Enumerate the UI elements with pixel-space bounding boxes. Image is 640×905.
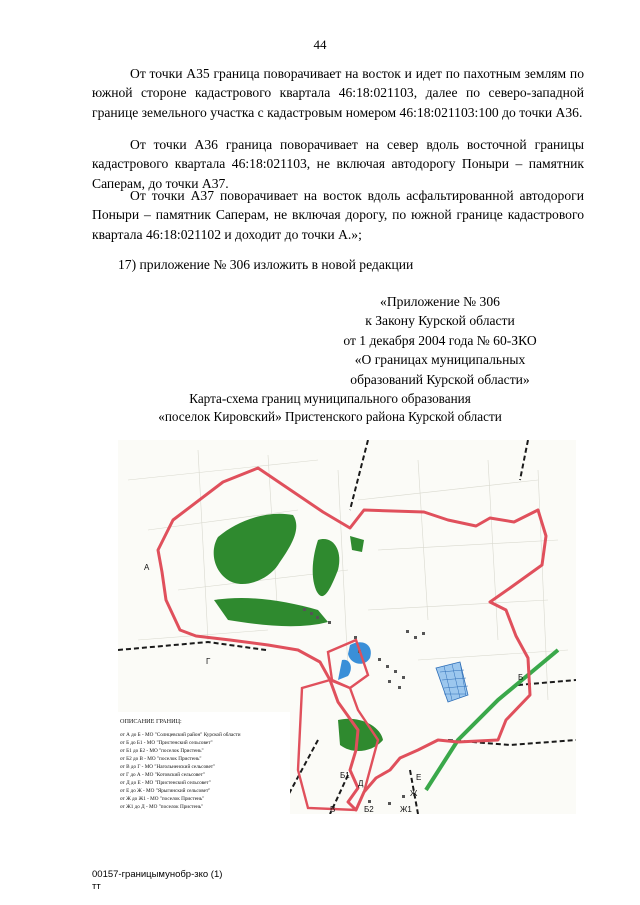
legend-item: от Ж до Ж1 - МО "поселок Пристень" (120, 796, 205, 802)
point-label-b2: Б2 (364, 805, 374, 814)
legend-item: от Б1 до Б2 - МО "поселок Пристень" (120, 748, 204, 754)
appendix-line-1: «Приложение № 306 (380, 294, 500, 309)
point-label-zh: Ж (410, 789, 418, 798)
appendix-heading (310, 292, 570, 389)
map-title (100, 390, 560, 426)
legend-item: от Б до Б1 - МО "Пристенский сельсовет" (120, 740, 213, 746)
legend-item: от Г до А - МО "Котовский сельсовет" (120, 772, 205, 778)
footer-initials: тт (92, 881, 101, 892)
legend-item: от Б2 до В - МО "поселок Пристень" (120, 756, 202, 762)
paragraph-a36: От точки А36 граница поворачивает на север вдоль восточной границы кадастрового квартала 46:18:021103, не включая автодорогу Поныри – памятник Саперам, до точки А37. (92, 137, 584, 191)
point-label-a: А (144, 563, 150, 572)
legend-item: от А до Б - МО "Солнцевский район" Курской области (120, 732, 241, 738)
legend-item: от Д до Е - МО "Пристенский сельсовет" (120, 780, 211, 786)
paragraph-appendix-instruction: 17) приложение № 306 изложить в новой редакции (118, 257, 414, 272)
boundary-map-svg (118, 440, 576, 814)
point-label-zh1: Ж1 (400, 805, 412, 814)
point-label-e: Е (416, 773, 422, 782)
point-label-b: Б (518, 673, 524, 682)
map-title-line-1: Карта-схема границ муниципального образования (189, 391, 471, 406)
appendix-line-5: образований Курской области» (350, 371, 530, 387)
map-legend (118, 712, 290, 814)
page-number: 44 (313, 37, 327, 52)
point-label-g: Г (206, 657, 211, 666)
legend-item: от Е до Ж - МО "Ярыгинский сельсовет" (120, 788, 211, 794)
point-label-b1: Б1 (340, 771, 350, 780)
paragraph-a37: От точки А37 поворачивает на восток вдоль асфальтированной автодороги Поныри – памятник Саперам, не включая дорогу, по южной границе кадастрового квартала 46:18:021102 и доходит до точки А.»; (92, 188, 584, 242)
appendix-line-3: от 1 декабря 2004 года № 60-ЗКО (343, 332, 537, 348)
document-footer (92, 869, 222, 893)
legend-item: от В до Г - МО "Нагольненский сельсовет" (120, 764, 216, 770)
point-label-d: Д (358, 779, 364, 788)
appendix-line-4: «О границах муниципальных (354, 352, 526, 368)
map-title-line-2: «поселок Кировский» Пристенского района Курской области (158, 409, 502, 424)
point-label-v: В (330, 805, 336, 814)
footer-file-name: 00157-границымунобр-зко (1) (92, 869, 223, 880)
legend-item: от Ж1 до Д - МО "поселок Пристень" (120, 804, 204, 810)
boundary-map (118, 440, 576, 814)
legend-title: ОПИСАНИЕ ГРАНИЦ: (120, 718, 182, 725)
paragraph-a35: От точки А35 граница поворачивает на восток и идет по пахотным землям по южной стороне кадастрового квартала 46:18:021103, далее по северо-западной границе земельного участка с кадастровым номером 46:18:021103:100 до точки А36. (92, 66, 584, 120)
appendix-line-2: к Закону Курской области (365, 313, 515, 329)
